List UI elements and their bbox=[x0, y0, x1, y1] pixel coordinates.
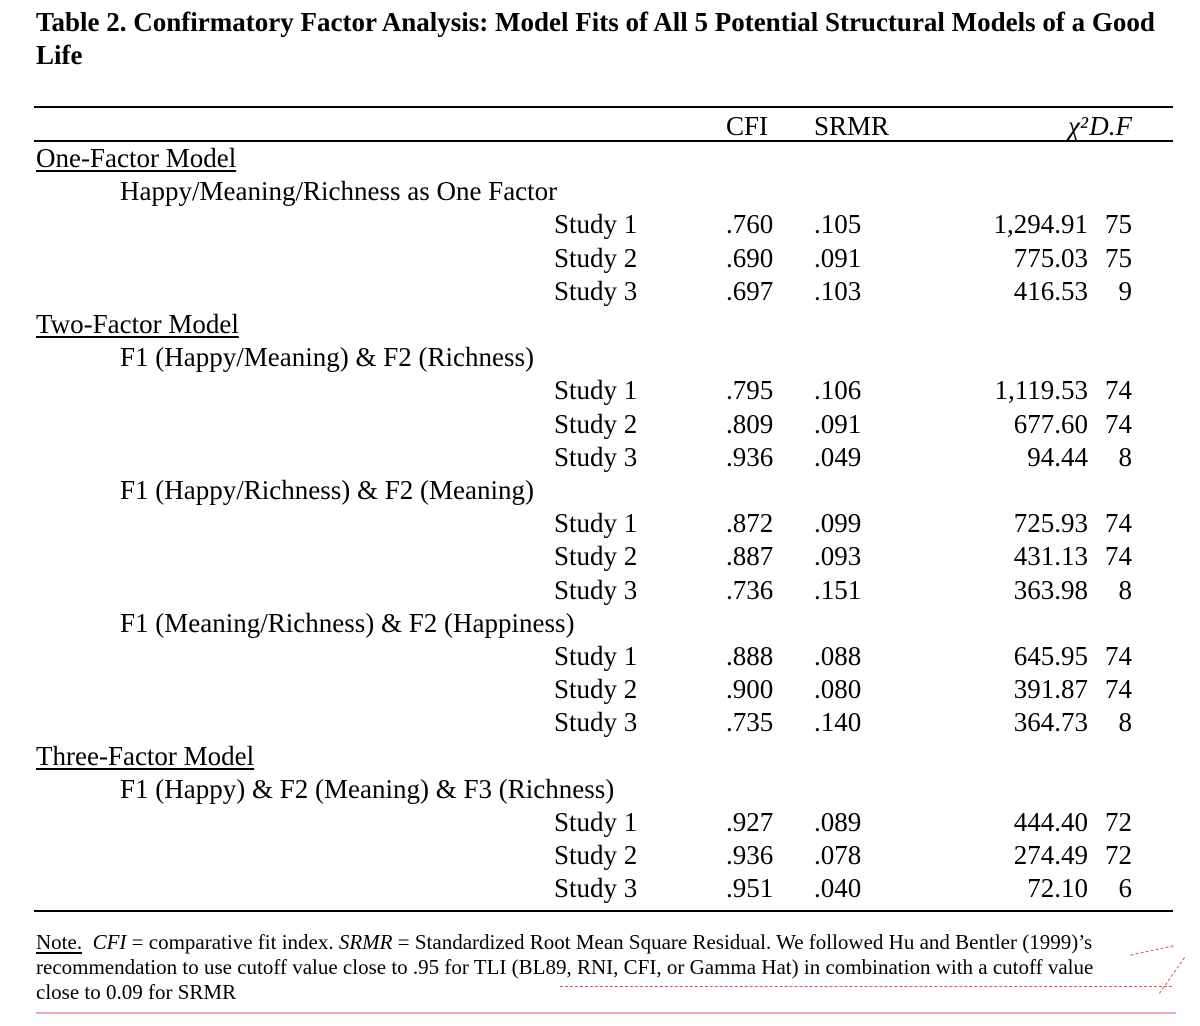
df-value: 74 bbox=[1105, 375, 1132, 406]
chi-square-value: 775.03 bbox=[1013, 242, 1088, 273]
cfi-value: .809 bbox=[726, 408, 774, 439]
header-chi-square: χ² bbox=[1068, 111, 1088, 141]
study-label: Study 2 bbox=[554, 408, 638, 439]
study-label: Study 1 bbox=[554, 508, 638, 539]
cfi-value: .697 bbox=[726, 275, 774, 306]
srmr-value: .080 bbox=[814, 674, 862, 705]
chi-square-value: 677.60 bbox=[1013, 408, 1088, 439]
submodel-heading: Happy/Meaning/Richness as One Factor bbox=[120, 176, 558, 207]
submodel-heading: F1 (Happy/Meaning) & F2 (Richness) bbox=[120, 342, 534, 373]
chi-square-value: 1,294.91 bbox=[993, 209, 1088, 240]
study-label: Study 1 bbox=[554, 209, 638, 240]
srmr-value: .106 bbox=[814, 375, 862, 406]
study-label: Study 2 bbox=[554, 242, 638, 273]
df-value: 8 bbox=[1118, 441, 1132, 472]
srmr-value: .091 bbox=[814, 242, 862, 273]
note-srmr-abbr: SRMR bbox=[338, 930, 393, 954]
srmr-value: .078 bbox=[814, 840, 862, 871]
df-value: 74 bbox=[1105, 508, 1132, 539]
chi-square-value: 725.93 bbox=[1013, 508, 1088, 539]
chi-square-value: 645.95 bbox=[1013, 641, 1088, 671]
submodel-heading: F1 (Happy) & F2 (Meaning) & F3 (Richness) bbox=[120, 773, 615, 804]
cfi-value: .872 bbox=[726, 508, 774, 539]
study-label: Study 1 bbox=[554, 641, 638, 671]
cfi-value: .760 bbox=[726, 209, 774, 240]
note-cfi-abbr: CFI bbox=[92, 930, 127, 954]
header-cfi: CFI bbox=[726, 111, 769, 141]
df-value: 74 bbox=[1105, 541, 1132, 572]
df-value: 74 bbox=[1105, 641, 1132, 671]
srmr-value: .093 bbox=[814, 541, 862, 572]
annotation-dashed-connector bbox=[1130, 945, 1173, 955]
cfi-value: .951 bbox=[726, 873, 774, 904]
model-heading: One-Factor Model bbox=[36, 143, 237, 173]
df-value: 9 bbox=[1118, 275, 1132, 306]
study-label: Study 2 bbox=[554, 674, 638, 705]
study-label: Study 3 bbox=[554, 873, 638, 904]
chi-square-value: 94.44 bbox=[1027, 441, 1088, 472]
table-note bbox=[36, 930, 1126, 1005]
annotation-dashed-line bbox=[560, 986, 1172, 987]
srmr-value: .091 bbox=[814, 408, 862, 439]
study-label: Study 2 bbox=[554, 840, 638, 871]
chi-square-value: 1,119.53 bbox=[994, 375, 1088, 406]
annotation-dashed-connector bbox=[1159, 957, 1185, 994]
df-value: 8 bbox=[1118, 574, 1132, 605]
df-value: 6 bbox=[1118, 873, 1132, 904]
header-df: D.F bbox=[1089, 111, 1132, 141]
bottom-rule bbox=[34, 910, 1173, 912]
submodel-heading: F1 (Happy/Richness) & F2 (Meaning) bbox=[120, 475, 534, 505]
srmr-value: .140 bbox=[814, 707, 862, 738]
cfi-value: .887 bbox=[726, 541, 774, 572]
chi-square-value: 444.40 bbox=[1013, 807, 1088, 837]
header-srmr: SRMR bbox=[814, 111, 890, 141]
table-title: Table 2. Confirmatory Factor Analysis: Model Fits of All 5 Potential Structural Models of a Good Life bbox=[36, 7, 1155, 70]
annotation-cut-line bbox=[36, 1012, 1176, 1026]
model-heading: Three-Factor Model bbox=[36, 740, 255, 771]
df-value: 74 bbox=[1105, 674, 1132, 705]
df-value: 75 bbox=[1105, 209, 1132, 240]
chi-square-value: 72.10 bbox=[1027, 873, 1088, 904]
df-value: 74 bbox=[1105, 408, 1132, 439]
df-value: 8 bbox=[1118, 707, 1132, 738]
cfi-value: .936 bbox=[726, 441, 774, 472]
study-label: Study 3 bbox=[554, 275, 638, 306]
note-label: Note. bbox=[36, 930, 83, 954]
srmr-value: .105 bbox=[814, 209, 862, 240]
note-cfi-definition: = comparative fit index. bbox=[126, 930, 339, 954]
cfi-value: .736 bbox=[726, 574, 774, 605]
chi-square-value: 364.73 bbox=[1013, 707, 1088, 738]
df-value: 75 bbox=[1105, 242, 1132, 273]
cfi-value: .888 bbox=[726, 641, 774, 671]
study-label: Study 3 bbox=[554, 441, 638, 472]
note-text: = Standardized Root Mean Square Residual. We followed Hu and Bentler (1999)’s recommendation to use cutoff value close to .95 for TLI (BL89, RNI, CFI, or Gamma Hat) in combination with a cutoff value close to 0.09 for SRMR bbox=[36, 930, 1094, 1004]
srmr-value: .089 bbox=[814, 807, 862, 837]
cfi-value: .927 bbox=[726, 807, 774, 837]
srmr-value: .103 bbox=[814, 275, 862, 306]
model-heading: Two-Factor Model bbox=[36, 309, 239, 339]
srmr-value: .049 bbox=[814, 441, 862, 472]
srmr-value: .151 bbox=[814, 574, 862, 605]
cfi-value: .936 bbox=[726, 840, 774, 871]
chi-square-value: 391.87 bbox=[1013, 674, 1088, 705]
study-label: Study 3 bbox=[554, 707, 638, 738]
chi-square-value: 363.98 bbox=[1013, 574, 1088, 605]
study-label: Study 1 bbox=[554, 807, 638, 837]
chi-square-value: 431.13 bbox=[1013, 541, 1088, 572]
cfi-value: .735 bbox=[726, 707, 774, 738]
submodel-heading: F1 (Meaning/Richness) & F2 (Happiness) bbox=[120, 607, 575, 638]
cfi-value: .900 bbox=[726, 674, 774, 705]
study-label: Study 1 bbox=[554, 375, 638, 406]
df-value: 72 bbox=[1105, 807, 1132, 837]
df-value: 72 bbox=[1105, 840, 1132, 871]
top-rule bbox=[34, 106, 1173, 108]
cfi-value: .795 bbox=[726, 375, 774, 406]
srmr-value: .099 bbox=[814, 508, 862, 539]
chi-square-value: 416.53 bbox=[1013, 275, 1088, 306]
study-label: Study 2 bbox=[554, 541, 638, 572]
srmr-value: .040 bbox=[814, 873, 862, 904]
chi-square-value: 274.49 bbox=[1013, 840, 1088, 871]
cfi-value: .690 bbox=[726, 242, 774, 273]
srmr-value: .088 bbox=[814, 641, 862, 671]
study-label: Study 3 bbox=[554, 574, 638, 605]
